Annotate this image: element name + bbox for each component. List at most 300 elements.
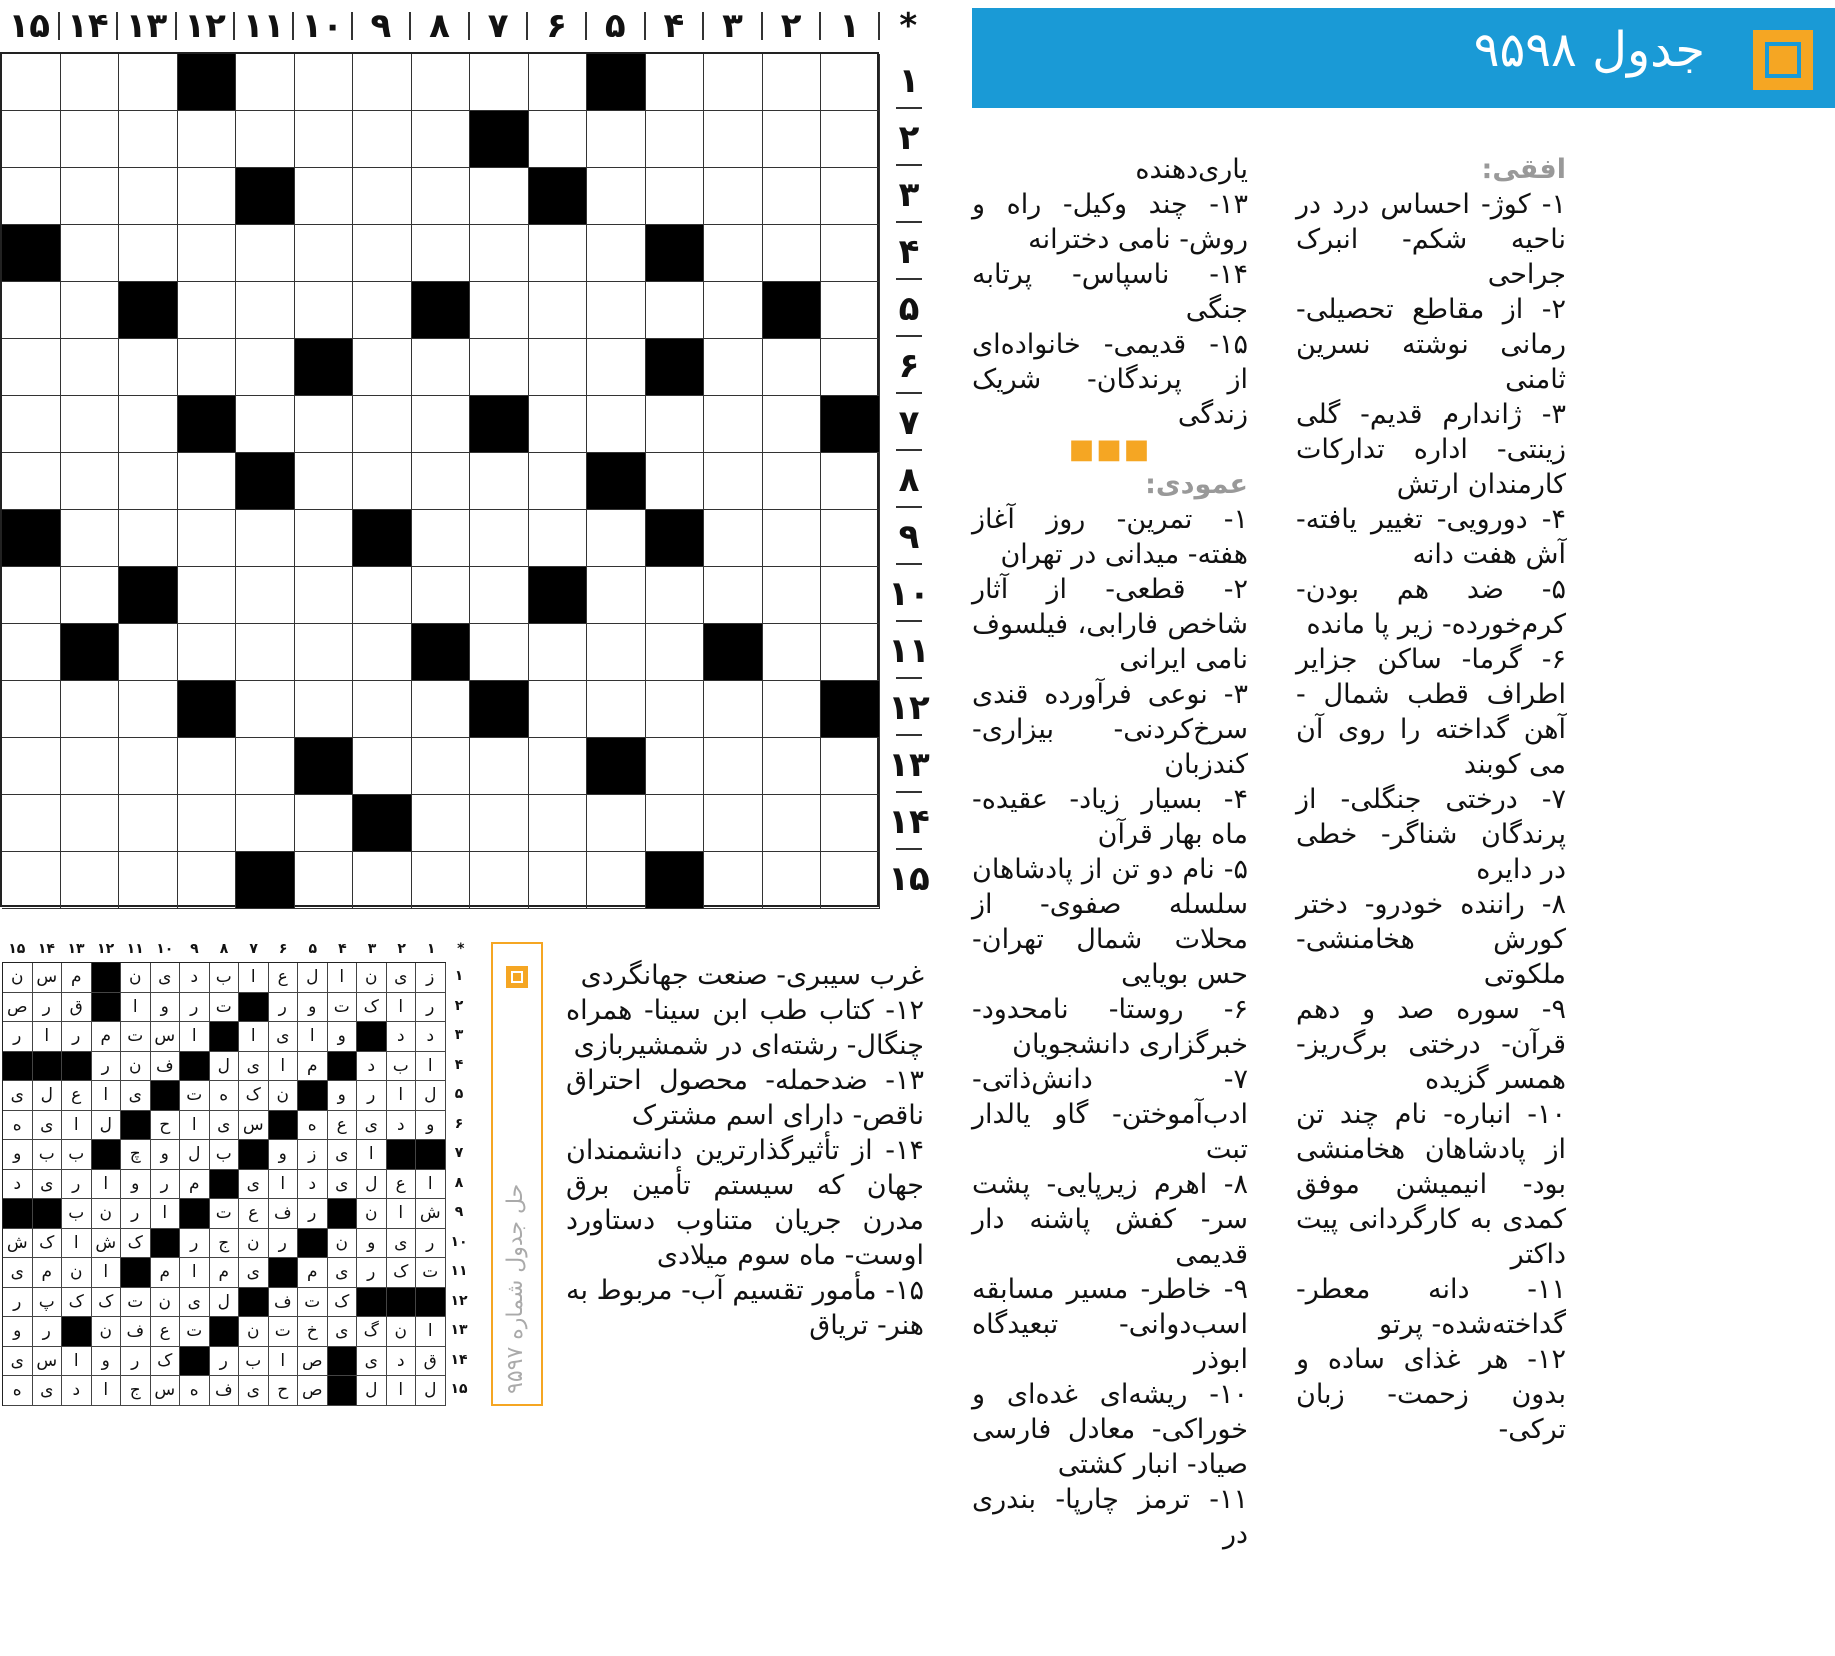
empty-cell xyxy=(236,339,295,396)
empty-cell xyxy=(821,282,880,339)
empty-cell xyxy=(2,852,61,909)
empty-cell xyxy=(587,795,646,852)
empty-cell xyxy=(119,396,178,453)
empty-cell xyxy=(236,510,295,567)
solution-letter-cell: ج xyxy=(210,1229,240,1259)
empty-cell xyxy=(236,225,295,282)
solution-black-cell xyxy=(269,1258,299,1288)
black-cell xyxy=(353,510,412,567)
solution-letter-cell: و xyxy=(416,1111,446,1141)
empty-cell xyxy=(2,396,61,453)
empty-cell xyxy=(646,111,705,168)
solution-letter-cell: ن xyxy=(269,1081,299,1111)
empty-cell xyxy=(821,510,880,567)
logo-icon xyxy=(1753,30,1813,90)
solution-letter-cell: ا xyxy=(62,1229,92,1259)
solution-letter-cell: و xyxy=(269,1140,299,1170)
solution-letter-cell: ی xyxy=(180,1288,210,1318)
black-cell xyxy=(763,282,822,339)
solution-letter-cell: ا xyxy=(33,1022,63,1052)
solution-column-label: ۶ xyxy=(278,941,288,957)
solution-letter-cell: د xyxy=(416,1022,446,1052)
solution-letter-cell: د xyxy=(180,963,210,993)
row-label: ۱۴ xyxy=(888,802,930,842)
solution-letter-cell: ر xyxy=(62,1170,92,1200)
empty-cell xyxy=(412,852,471,909)
solution-column-label: ۴ xyxy=(338,941,347,957)
row-label: ۸ xyxy=(898,460,920,500)
solution-black-cell xyxy=(387,1288,417,1318)
clue-item: ۱۲- هر غذای ساده و بدون زحمت- زبان ترکی- xyxy=(1296,1344,1566,1445)
solution-letter-cell: ب xyxy=(387,1052,417,1082)
clue-item: یاری‌دهنده xyxy=(1135,154,1248,185)
solution-letter-cell: س xyxy=(239,1111,269,1141)
solution-letter-cell: ر xyxy=(33,993,63,1023)
big-grid-row-labels xyxy=(878,52,940,908)
solution-letter-cell: ب xyxy=(239,1347,269,1377)
clue-item: ۱۴- از تأثیرگذارترین دانشمندان جهان که سیستم تأمین برق مدرن جریان متناوب دستاورد اوست- ماه سوم میلادی xyxy=(566,1135,924,1271)
solution-letter-cell: ت xyxy=(121,1288,151,1318)
solution-letter-cell: ر xyxy=(121,1199,151,1229)
empty-cell xyxy=(821,567,880,624)
black-cell xyxy=(412,282,471,339)
empty-cell xyxy=(119,453,178,510)
solution-row-label: ۸ xyxy=(454,1174,464,1191)
solution-letter-cell: ت xyxy=(328,993,358,1023)
empty-cell xyxy=(587,396,646,453)
solution-letter-cell: ک xyxy=(92,1288,122,1318)
row-label: ۳ xyxy=(898,175,920,215)
empty-cell xyxy=(704,396,763,453)
empty-cell xyxy=(412,738,471,795)
solution-letter-cell: ن xyxy=(62,1258,92,1288)
black-cell xyxy=(587,453,646,510)
solution-black-cell xyxy=(387,1140,417,1170)
solution-letter-cell: س xyxy=(33,1347,63,1377)
solution-letter-cell: ر xyxy=(357,1258,387,1288)
solution-letter-cell: ز xyxy=(298,1140,328,1170)
black-cell xyxy=(646,852,705,909)
solution-letter-cell: ق xyxy=(62,993,92,1023)
clue-item: ۴- دورویی- تغییر یافته- آش هفت دانه xyxy=(1296,504,1566,570)
clue-item: ۴- بسیار زیاد- عقیده- ماه بهار قرآن xyxy=(972,784,1248,850)
solution-letter-cell: ل xyxy=(180,1140,210,1170)
empty-cell xyxy=(646,168,705,225)
column-label: ۱۲ xyxy=(184,6,226,46)
empty-cell xyxy=(412,225,471,282)
empty-cell xyxy=(704,681,763,738)
clue-item: ۱۳- ضدحمله- محصول احتراق ناقص- دارای اسم مشترک xyxy=(566,1065,924,1131)
empty-cell xyxy=(236,282,295,339)
solution-letter-cell: ب xyxy=(62,1140,92,1170)
empty-cell xyxy=(704,795,763,852)
clue-item: ۷- دانش‌ذاتی- ادب‌آموختن- گاو یالدار تبت xyxy=(972,1064,1248,1165)
empty-cell xyxy=(470,510,529,567)
logo-icon xyxy=(506,966,528,988)
empty-cell xyxy=(295,795,354,852)
solution-letter-cell: ن xyxy=(387,1317,417,1347)
solution-letter-cell: و xyxy=(3,1317,33,1347)
empty-cell xyxy=(529,111,588,168)
empty-cell xyxy=(587,510,646,567)
solution-letter-cell: ه xyxy=(210,1081,240,1111)
row-label: ۴ xyxy=(898,232,920,272)
solution-letter-cell: ز xyxy=(416,963,446,993)
column-label: ۱۰ xyxy=(301,6,344,46)
empty-cell xyxy=(763,111,822,168)
empty-cell xyxy=(119,54,178,111)
empty-cell xyxy=(353,396,412,453)
solution-black-cell xyxy=(33,1052,63,1082)
empty-cell xyxy=(119,168,178,225)
empty-cell xyxy=(821,852,880,909)
solution-letter-cell: ا xyxy=(62,1347,92,1377)
solution-letter-cell: ه xyxy=(3,1376,33,1406)
empty-cell xyxy=(119,852,178,909)
solution-letter-cell: ن xyxy=(121,963,151,993)
black-cell xyxy=(236,852,295,909)
empty-cell xyxy=(2,738,61,795)
solution-black-cell xyxy=(357,1288,387,1318)
empty-cell xyxy=(295,567,354,624)
empty-cell xyxy=(61,681,120,738)
solution-letter-cell: ن xyxy=(328,1229,358,1259)
empty-cell xyxy=(353,111,412,168)
solution-letter-cell: م xyxy=(298,1258,328,1288)
clues-column-right xyxy=(1296,152,1566,1447)
solution-letter-cell: ن xyxy=(92,1317,122,1347)
row-separator xyxy=(896,848,922,850)
empty-cell xyxy=(821,54,880,111)
solution-letter-cell: ا xyxy=(92,1258,122,1288)
solution-letter-cell: ک xyxy=(387,1258,417,1288)
solution-letter-cell: ا xyxy=(92,1170,122,1200)
column-label: ۱۴ xyxy=(67,6,109,46)
clue-item: ۱۱- دانه معطر- گداخته‌شده- پرتو xyxy=(1296,1274,1566,1340)
solution-letter-cell: د xyxy=(387,1022,417,1052)
solution-letter-cell: ا xyxy=(416,1317,446,1347)
solution-letter-cell: ا xyxy=(180,1111,210,1141)
empty-cell xyxy=(529,681,588,738)
black-cell xyxy=(2,225,61,282)
empty-cell xyxy=(704,168,763,225)
empty-cell xyxy=(119,795,178,852)
empty-cell xyxy=(236,795,295,852)
solution-column-label: ۷ xyxy=(249,941,258,957)
black-cell xyxy=(821,681,880,738)
solution-black-cell xyxy=(239,1288,269,1318)
empty-cell xyxy=(2,681,61,738)
solution-letter-cell: ش xyxy=(92,1229,122,1259)
empty-cell xyxy=(763,795,822,852)
empty-cell xyxy=(529,339,588,396)
solution-column-label: ۱۴ xyxy=(37,941,55,957)
empty-cell xyxy=(529,852,588,909)
row-label: ۹ xyxy=(898,517,920,557)
solution-letter-cell: ف xyxy=(121,1317,151,1347)
empty-cell xyxy=(821,339,880,396)
solution-letter-cell: ج xyxy=(121,1376,151,1406)
solution-black-cell xyxy=(151,1229,181,1259)
solution-column-label: ۸ xyxy=(219,941,229,957)
solution-row-label: ۱۲ xyxy=(450,1292,468,1309)
solution-letter-cell: ا xyxy=(298,1022,328,1052)
solution-black-cell xyxy=(298,1229,328,1259)
solution-letter-cell: ن xyxy=(357,1199,387,1229)
solution-letter-cell: ا xyxy=(269,1170,299,1200)
row-separator xyxy=(896,392,922,394)
empty-cell xyxy=(353,681,412,738)
solution-letter-cell: خ xyxy=(298,1317,328,1347)
solution-row-labels xyxy=(446,962,472,1406)
empty-cell xyxy=(529,225,588,282)
empty-cell xyxy=(587,567,646,624)
solution-letter-cell: د xyxy=(298,1170,328,1200)
empty-cell xyxy=(119,225,178,282)
empty-cell xyxy=(61,396,120,453)
empty-cell xyxy=(529,453,588,510)
solution-black-cell xyxy=(328,1376,358,1406)
solution-letter-cell: ی xyxy=(357,1111,387,1141)
empty-cell xyxy=(470,282,529,339)
solution-letter-cell: ن xyxy=(357,963,387,993)
empty-cell xyxy=(704,852,763,909)
solution-black-cell xyxy=(416,1140,446,1170)
solution-letter-cell: ک xyxy=(33,1229,63,1259)
solution-letter-cell: ل xyxy=(33,1081,63,1111)
empty-cell xyxy=(646,54,705,111)
row-separator xyxy=(896,221,922,223)
solution-letter-cell: م xyxy=(180,1170,210,1200)
empty-cell xyxy=(763,567,822,624)
row-separator xyxy=(896,734,922,736)
solution-row-label: ۱۱ xyxy=(450,1263,468,1279)
solution-letter-cell: م xyxy=(33,1258,63,1288)
row-label: ۱۳ xyxy=(888,745,930,785)
clue-item: ۸- اهرم زیرپایی- پشت سر- کفش پاشنه دار قدیمی xyxy=(972,1169,1248,1270)
empty-cell xyxy=(353,453,412,510)
solution-column-label: ۲ xyxy=(397,941,406,957)
solution-letter-cell: ا xyxy=(416,1170,446,1200)
empty-cell xyxy=(821,111,880,168)
solution-black-cell xyxy=(121,1111,151,1141)
solution-black-cell xyxy=(92,1140,122,1170)
solution-letter-cell: و xyxy=(151,1140,181,1170)
column-label: ۱۵ xyxy=(8,6,51,46)
solution-title: حل جدول شماره ۹۵۹۷ xyxy=(503,1183,528,1394)
row-separator xyxy=(896,791,922,793)
empty-cell xyxy=(529,510,588,567)
black-cell xyxy=(821,396,880,453)
solution-letter-cell: ع xyxy=(62,1081,92,1111)
solution-letter-cell: ر xyxy=(151,1170,181,1200)
empty-cell xyxy=(821,795,880,852)
solution-letter-cell: ل xyxy=(92,1111,122,1141)
solution-letter-cell: و xyxy=(328,1022,358,1052)
column-label: ۹ xyxy=(370,6,392,46)
column-label: ۸ xyxy=(429,6,450,46)
empty-cell xyxy=(646,681,705,738)
solution-letter-cell: ر xyxy=(298,1199,328,1229)
empty-cell xyxy=(704,453,763,510)
solution-letter-cell: س xyxy=(151,1376,181,1406)
empty-cell xyxy=(470,738,529,795)
solution-letter-cell: ه xyxy=(298,1111,328,1141)
empty-cell xyxy=(178,852,237,909)
solution-letter-cell: ا xyxy=(239,963,269,993)
empty-cell xyxy=(470,225,529,282)
black-cell xyxy=(295,339,354,396)
clue-item: ۱۵- مأمور تقسیم آب- مربوط به هنر- تریاق xyxy=(566,1275,924,1341)
clue-item: ۱۳- چند وکیل- راه و روش- نامی دخترانه xyxy=(972,189,1248,255)
solution-column-label: ۵ xyxy=(308,941,318,957)
clue-item: ۱۰- انباره- نام چند تن از پادشاهان هخامنشی بود- انیمیشن موفق کمدی به کارگردانی پیت داکتر xyxy=(1296,1099,1566,1270)
clue-item: ۲- از مقاطع تحصیلی- رمانی نوشته نسرین ثامنی xyxy=(1296,294,1566,395)
empty-cell xyxy=(704,339,763,396)
solution-letter-cell: ف xyxy=(210,1376,240,1406)
solution-row-label: ۱۳ xyxy=(450,1322,468,1338)
empty-cell xyxy=(236,738,295,795)
empty-cell xyxy=(412,54,471,111)
empty-cell xyxy=(119,681,178,738)
clues-column-middle xyxy=(972,152,1248,1552)
row-label: ۱۵ xyxy=(888,859,930,899)
solution-black-cell xyxy=(357,1022,387,1052)
empty-cell xyxy=(236,111,295,168)
solution-black-cell xyxy=(328,1052,358,1082)
empty-cell xyxy=(646,453,705,510)
solution-letter-cell: ف xyxy=(269,1199,299,1229)
solution-letter-cell: ا xyxy=(387,1081,417,1111)
solution-row-label: ۵ xyxy=(454,1086,464,1102)
solution-letter-cell: ا xyxy=(92,1376,122,1406)
solution-letter-cell: ن xyxy=(121,1052,151,1082)
solution-letter-cell: ا xyxy=(416,1052,446,1082)
empty-cell xyxy=(646,624,705,681)
solution-letter-cell: ص xyxy=(298,1376,328,1406)
empty-cell xyxy=(587,852,646,909)
clue-item: ۲- قطعی- از آثار شاخص فارابی، فیلسوف نامی ایرانی xyxy=(972,574,1248,675)
clue-item: ۸- راننده خودرو- دختر کورش هخامنشی- ملکوتی xyxy=(1296,889,1566,990)
row-separator xyxy=(896,335,922,337)
solution-row-label: ۱ xyxy=(454,968,464,984)
empty-cell xyxy=(529,624,588,681)
empty-cell xyxy=(178,795,237,852)
empty-cell xyxy=(2,453,61,510)
solution-black-cell xyxy=(210,1022,240,1052)
black-cell xyxy=(470,396,529,453)
solution-title-box xyxy=(491,942,543,1406)
empty-cell xyxy=(119,111,178,168)
solution-letter-cell: ش xyxy=(3,1229,33,1259)
solution-black-cell xyxy=(269,1111,299,1141)
empty-cell xyxy=(61,225,120,282)
solution-letter-cell: د xyxy=(62,1376,92,1406)
solution-letter-cell: ر xyxy=(62,1022,92,1052)
empty-cell xyxy=(178,111,237,168)
solution-column-label: ۱ xyxy=(426,941,436,957)
empty-cell xyxy=(178,225,237,282)
solution-letter-cell: چ xyxy=(121,1140,151,1170)
solution-letter-cell: ر xyxy=(357,1081,387,1111)
solution-letter-cell: ا xyxy=(180,1258,210,1288)
solution-letter-cell: ر xyxy=(180,993,210,1023)
solution-letter-cell: ک xyxy=(239,1081,269,1111)
black-cell xyxy=(470,111,529,168)
empty-cell xyxy=(704,282,763,339)
empty-cell xyxy=(61,111,120,168)
solution-letter-cell: ت xyxy=(180,1081,210,1111)
empty-cell xyxy=(119,510,178,567)
solution-row-label: ۶ xyxy=(454,1115,464,1132)
empty-cell xyxy=(353,567,412,624)
empty-cell xyxy=(178,567,237,624)
empty-cell xyxy=(587,339,646,396)
empty-cell xyxy=(2,795,61,852)
column-label: ۶ xyxy=(546,6,568,46)
solution-letter-cell: ت xyxy=(298,1288,328,1318)
row-label: ۱ xyxy=(898,61,920,101)
solution-letter-cell: ل xyxy=(357,1170,387,1200)
solution-black-cell xyxy=(3,1052,33,1082)
empty-cell xyxy=(704,510,763,567)
solution-letter-cell: م xyxy=(151,1258,181,1288)
empty-cell xyxy=(295,681,354,738)
solution-letter-cell: ا xyxy=(92,1081,122,1111)
empty-cell xyxy=(178,339,237,396)
clue-item: ۱- تمرین- روز آغاز هفته- میدانی در تهران xyxy=(972,504,1248,570)
solution-letter-cell: ت xyxy=(180,1317,210,1347)
empty-cell xyxy=(2,282,61,339)
solution-letter-cell: ف xyxy=(269,1288,299,1318)
empty-cell xyxy=(470,168,529,225)
solution-letter-cell: ی xyxy=(3,1347,33,1377)
solution-letter-cell: ی xyxy=(387,1229,417,1259)
row-separator xyxy=(896,449,922,451)
black-cell xyxy=(529,567,588,624)
column-label: ۳ xyxy=(722,6,743,46)
solution-letter-cell: ه xyxy=(180,1376,210,1406)
solution-column-label: ۱۵ xyxy=(8,941,26,957)
solution-letter-cell: ع xyxy=(387,1170,417,1200)
solution-row-label: ۲ xyxy=(454,997,464,1014)
empty-cell xyxy=(2,111,61,168)
solution-letter-cell: م xyxy=(62,963,92,993)
empty-cell xyxy=(353,852,412,909)
empty-cell xyxy=(61,738,120,795)
empty-cell xyxy=(763,738,822,795)
row-separator xyxy=(896,563,922,565)
clue-item: ۶- روستا- نامحدود- خبرگزاری دانشجویان xyxy=(972,994,1248,1060)
solution-letter-cell: ق xyxy=(416,1347,446,1377)
solution-letter-cell: ر xyxy=(416,993,446,1023)
solution-letter-cell: ر xyxy=(210,1347,240,1377)
solution-black-cell xyxy=(416,1288,446,1318)
solution-row-label: ۱۰ xyxy=(450,1233,468,1250)
column-label: ۱ xyxy=(839,6,861,46)
solution-letter-cell: ت xyxy=(269,1317,299,1347)
empty-cell xyxy=(178,624,237,681)
clue-item: ۱۰- ریشه‌ای غده‌ای و خوراکی- معادل فارسی صیاد- انبار کشتی xyxy=(972,1379,1248,1480)
empty-cell xyxy=(61,453,120,510)
solution-letter-cell: د xyxy=(387,1111,417,1141)
solution-letter-cell: ل xyxy=(416,1376,446,1406)
solution-column-label: ۹ xyxy=(190,941,199,957)
crossword-grid xyxy=(0,52,879,907)
clue-item: ۳- نوعی فرآورده قندی سرخ‌کردنی- بیزاری- کندزبان xyxy=(972,679,1248,780)
empty-cell xyxy=(763,510,822,567)
solution-letter-cell: ع xyxy=(328,1111,358,1141)
